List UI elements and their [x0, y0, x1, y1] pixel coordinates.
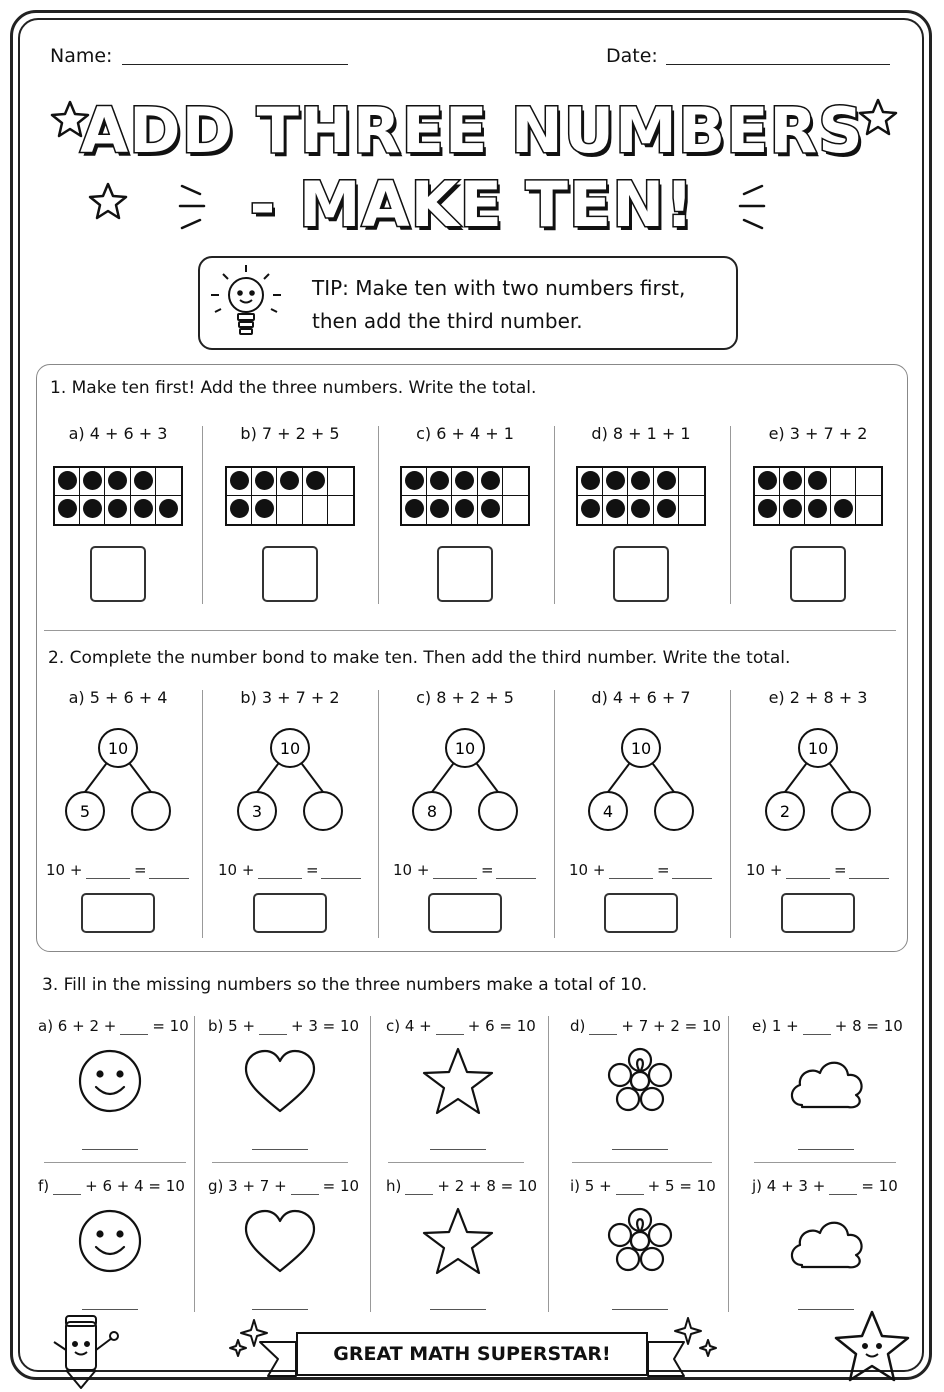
- equation-start: i) 5 +: [570, 1177, 612, 1195]
- ten-frame: [400, 466, 530, 526]
- column-divider: [730, 426, 731, 604]
- equals-sign: =: [657, 861, 670, 879]
- counter-dot: [783, 471, 802, 490]
- equals-sign: =: [306, 861, 319, 879]
- heart-icon: [246, 1211, 314, 1271]
- counter-dot: [280, 471, 299, 490]
- ten-frame-cell: [805, 496, 830, 524]
- ten-frame-cell: [452, 468, 477, 496]
- bond-whole-value: 10: [807, 739, 829, 758]
- ten-frame-cell: [402, 496, 427, 524]
- counter-dot: [606, 471, 625, 490]
- equation-blank[interactable]: [672, 878, 712, 879]
- pencil-mascot-icon: [54, 1316, 118, 1388]
- equation-end: + 8 = 10: [834, 1017, 903, 1035]
- smiley-icon-wrapper: [70, 1045, 150, 1119]
- equation-start: g) 3 + 7 +: [208, 1177, 287, 1195]
- answer-line[interactable]: [430, 1149, 486, 1150]
- problem-label: e) 2 + 8 + 3: [768, 688, 868, 707]
- ten-frame-cell: [755, 468, 780, 496]
- equation-start: h): [386, 1177, 402, 1195]
- star-icon: [52, 102, 88, 136]
- equation-start: d): [570, 1017, 586, 1035]
- ten-frame-cell: [252, 496, 277, 524]
- counter-dot: [430, 471, 449, 490]
- equation-end: = 10: [152, 1017, 189, 1035]
- ten-frame-cell: [105, 496, 130, 524]
- bond-part-value: 4: [602, 802, 614, 821]
- counter-dot: [108, 499, 127, 518]
- date-label: Date:: [606, 45, 658, 67]
- name-label: Name:: [50, 45, 113, 67]
- equation-prefix: 10 +: [569, 861, 606, 879]
- missing-number-blank[interactable]: [589, 1020, 617, 1035]
- fill-equation: [570, 1177, 716, 1195]
- ten-frame-cell: [654, 496, 679, 524]
- counter-dot: [758, 471, 777, 490]
- bond-part-empty-circle[interactable]: [479, 792, 517, 830]
- heart-icon-wrapper: [240, 1045, 320, 1119]
- equation-prefix: 10 +: [746, 861, 783, 879]
- ten-frame-cell: [679, 496, 704, 524]
- equation-blank[interactable]: [86, 878, 130, 879]
- row-divider: [754, 1162, 896, 1163]
- missing-number-blank[interactable]: [53, 1180, 81, 1195]
- problem-label: d) 4 + 6 + 7: [591, 688, 691, 707]
- counter-dot: [808, 471, 827, 490]
- counter-dot: [108, 471, 127, 490]
- bond-whole-value: 10: [454, 739, 476, 758]
- column-divider: [202, 690, 203, 938]
- problem-label: a) 4 + 6 + 3: [68, 424, 168, 443]
- ten-frame-cell: [478, 468, 503, 496]
- equation-blank[interactable]: [433, 878, 477, 879]
- answer-box[interactable]: [781, 893, 855, 933]
- ten-frame-cell: [654, 468, 679, 496]
- sparkle-icon: [700, 1340, 716, 1356]
- star-icon: [424, 1049, 492, 1113]
- counter-dot: [255, 499, 274, 518]
- flower-icon: [609, 1209, 671, 1270]
- ten-frame-cell: [55, 468, 80, 496]
- title-line-1: ADD THREE NUMBERS: [80, 94, 864, 167]
- answer-box[interactable]: [604, 893, 678, 933]
- smiley-icon: [80, 1051, 140, 1111]
- equation-prefix: 10 +: [393, 861, 430, 879]
- row-divider: [572, 1162, 712, 1163]
- counter-dot: [230, 471, 249, 490]
- counter-dot: [834, 499, 853, 518]
- column-divider: [194, 1016, 195, 1312]
- bond-whole-value: 10: [107, 739, 129, 758]
- missing-number-blank[interactable]: [436, 1020, 464, 1035]
- counter-dot: [306, 471, 325, 490]
- equals-sign: =: [134, 861, 147, 879]
- ten-frame-cell: [478, 496, 503, 524]
- ten-frame-cell: [156, 496, 181, 524]
- ten-frame-cell: [131, 468, 156, 496]
- star-icon: [424, 1209, 492, 1273]
- fill-equation: [208, 1017, 359, 1035]
- answer-box[interactable]: [613, 546, 669, 602]
- answer-line[interactable]: [798, 1149, 854, 1150]
- ten-frame-cell: [578, 468, 603, 496]
- answer-line[interactable]: [252, 1149, 308, 1150]
- column-divider: [378, 426, 379, 604]
- problem-label: d) 8 + 1 + 1: [591, 424, 691, 443]
- problem-label: c) 6 + 4 + 1: [416, 424, 514, 443]
- counter-dot: [405, 471, 424, 490]
- equation-end: = 10: [861, 1177, 898, 1195]
- ten-frame-cell: [402, 468, 427, 496]
- fill-equation: [570, 1017, 721, 1035]
- bond-part-empty-circle[interactable]: [304, 792, 342, 830]
- ten-frame-cell: [277, 468, 302, 496]
- column-divider: [370, 1016, 371, 1312]
- ten-frame-cell: [252, 468, 277, 496]
- ten-frame-cell: [328, 496, 353, 524]
- flower-icon-wrapper: [600, 1205, 680, 1279]
- number-bond: [758, 726, 878, 836]
- ten-frame: [753, 466, 883, 526]
- equation-end: + 2 + 8 = 10: [437, 1177, 538, 1195]
- smiley-icon-wrapper: [70, 1205, 150, 1279]
- cloud-icon-wrapper: [786, 1045, 866, 1119]
- ten-frame-cell: [55, 496, 80, 524]
- answer-box[interactable]: [262, 546, 318, 602]
- ten-frame-cell: [303, 496, 328, 524]
- missing-number-blank[interactable]: [291, 1180, 319, 1195]
- star-icon: [860, 100, 896, 134]
- ten-frame-cell: [856, 468, 881, 496]
- counter-dot: [455, 471, 474, 490]
- ten-frame-cell: [628, 496, 653, 524]
- equation-prefix: 10 +: [46, 861, 83, 879]
- sparkle-icon: [675, 1318, 701, 1344]
- section-2-instruction: 2. Complete the number bond to make ten. Then add the third number. Write the total.: [48, 648, 791, 668]
- answer-box[interactable]: [90, 546, 146, 602]
- counter-dot: [134, 471, 153, 490]
- answer-box[interactable]: [428, 893, 502, 933]
- section-1-instruction: 1. Make ten first! Add the three numbers. Write the total.: [50, 378, 537, 398]
- row-divider: [212, 1162, 348, 1163]
- fill-equation: [208, 1177, 359, 1195]
- counter-dot: [58, 499, 77, 518]
- answer-box[interactable]: [253, 893, 327, 933]
- problem-label: c) 8 + 2 + 5: [416, 688, 514, 707]
- cloud-icon: [792, 1223, 862, 1268]
- counter-dot: [606, 499, 625, 518]
- problem-label: a) 5 + 6 + 4: [68, 688, 168, 707]
- bond-part-value: 3: [251, 802, 263, 821]
- equation-blank[interactable]: [609, 878, 653, 879]
- footer-banner: GREAT MATH SUPERSTAR!: [296, 1332, 648, 1376]
- fill-equation: [386, 1177, 537, 1195]
- column-divider: [554, 690, 555, 938]
- ten-frame-cell: [856, 496, 881, 524]
- ten-frame-cell: [805, 468, 830, 496]
- ten-frame: [225, 466, 355, 526]
- star-icon-wrapper: [418, 1205, 498, 1279]
- ten-frame: [53, 466, 183, 526]
- equation-blank[interactable]: [321, 878, 361, 879]
- cloud-icon-wrapper: [786, 1205, 866, 1279]
- answer-box[interactable]: [790, 546, 846, 602]
- bond-part-empty-circle[interactable]: [832, 792, 870, 830]
- ten-frame: [576, 466, 706, 526]
- bond-part-value: 8: [426, 802, 438, 821]
- ten-frame-cell: [755, 496, 780, 524]
- equation-end: + 3 = 10: [291, 1017, 360, 1035]
- fill-equation: [38, 1017, 189, 1035]
- missing-number-blank[interactable]: [829, 1180, 857, 1195]
- number-bond: [58, 726, 178, 836]
- ten-frame-cell: [303, 468, 328, 496]
- row-divider: [388, 1162, 524, 1163]
- equation-blank[interactable]: [149, 878, 189, 879]
- tip-line-1: TIP: Make ten with two numbers first,: [312, 276, 686, 300]
- equation-start: b) 5 +: [208, 1017, 256, 1035]
- counter-dot: [631, 499, 650, 518]
- column-divider: [730, 690, 731, 938]
- equation-start: e) 1 +: [752, 1017, 799, 1035]
- ten-frame-cell: [578, 496, 603, 524]
- counter-dot: [159, 499, 178, 518]
- missing-number-blank[interactable]: [616, 1180, 644, 1195]
- sparkle-icon: [230, 1340, 246, 1356]
- number-bond: [230, 726, 350, 836]
- section-3-instruction: 3. Fill in the missing numbers so the three numbers make a total of 10.: [42, 975, 648, 995]
- column-divider: [728, 1016, 729, 1312]
- ten-frame-cell: [227, 468, 252, 496]
- ten-frame-cell: [427, 496, 452, 524]
- heart-icon-wrapper: [240, 1205, 320, 1279]
- counter-dot: [631, 471, 650, 490]
- column-divider: [548, 1016, 549, 1312]
- equation-start: f): [38, 1177, 50, 1195]
- bond-part-value: 5: [79, 802, 91, 821]
- equation-start: c) 4 +: [386, 1017, 432, 1035]
- ten-frame-cell: [831, 468, 856, 496]
- lightbulb-icon: [205, 262, 287, 348]
- counter-dot: [783, 499, 802, 518]
- star-icon: [90, 184, 126, 218]
- number-bond: [581, 726, 701, 836]
- equation-end: = 10: [322, 1177, 360, 1195]
- equation-prefix: 10 +: [218, 861, 255, 879]
- equals-sign: =: [481, 861, 494, 879]
- ten-frame-cell: [780, 468, 805, 496]
- ten-frame-cell: [80, 496, 105, 524]
- ten-frame-cell: [679, 468, 704, 496]
- equals-sign: =: [834, 861, 847, 879]
- counter-dot: [455, 499, 474, 518]
- flower-icon: [609, 1049, 671, 1110]
- smiley-icon: [80, 1211, 140, 1271]
- equation-start: a) 6 + 2 +: [38, 1017, 117, 1035]
- equation-end: + 5 = 10: [647, 1177, 716, 1195]
- ten-frame-cell: [156, 468, 181, 496]
- ten-frame-cell: [780, 496, 805, 524]
- section-divider: [44, 630, 896, 631]
- ten-frame-cell: [603, 468, 628, 496]
- answer-box[interactable]: [81, 893, 155, 933]
- tip-line-2: then add the third number.: [312, 309, 583, 333]
- counter-dot: [83, 499, 102, 518]
- fill-equation: [752, 1017, 903, 1035]
- bond-whole-value: 10: [279, 739, 301, 758]
- problem-label: e) 3 + 7 + 2: [768, 424, 868, 443]
- heart-icon: [246, 1051, 314, 1111]
- ten-frame-cell: [503, 468, 528, 496]
- column-divider: [378, 690, 379, 938]
- equation-start: j) 4 + 3 +: [752, 1177, 826, 1195]
- answer-line[interactable]: [82, 1149, 138, 1150]
- flower-icon-wrapper: [600, 1045, 680, 1119]
- ten-frame-cell: [277, 496, 302, 524]
- counter-dot: [657, 471, 676, 490]
- column-divider: [554, 426, 555, 604]
- ten-frame-cell: [427, 468, 452, 496]
- equation-blank[interactable]: [258, 878, 302, 879]
- ten-frame-cell: [131, 496, 156, 524]
- counter-dot: [581, 471, 600, 490]
- missing-number-blank[interactable]: [120, 1020, 148, 1035]
- ten-frame-cell: [452, 496, 477, 524]
- ten-frame-cell: [603, 496, 628, 524]
- counter-dot: [230, 499, 249, 518]
- counter-dot: [58, 471, 77, 490]
- missing-number-blank[interactable]: [405, 1180, 433, 1195]
- star-icon-wrapper: [418, 1045, 498, 1119]
- counter-dot: [481, 499, 500, 518]
- answer-line[interactable]: [612, 1149, 668, 1150]
- ten-frame-cell: [503, 496, 528, 524]
- fill-equation: [38, 1177, 185, 1195]
- counter-dot: [134, 499, 153, 518]
- fill-equation: [386, 1017, 536, 1035]
- tip-text: [312, 272, 685, 338]
- problem-label: b) 7 + 2 + 5: [240, 424, 340, 443]
- bond-part-empty-circle[interactable]: [132, 792, 170, 830]
- fill-equation: [752, 1177, 898, 1195]
- problem-label: b) 3 + 7 + 2: [240, 688, 340, 707]
- counter-dot: [481, 471, 500, 490]
- missing-number-blank[interactable]: [803, 1020, 831, 1035]
- equation-blank[interactable]: [786, 878, 830, 879]
- equation-blank[interactable]: [849, 878, 889, 879]
- counter-dot: [83, 471, 102, 490]
- row-divider: [44, 1162, 186, 1163]
- counter-dot: [255, 471, 274, 490]
- ten-frame-cell: [227, 496, 252, 524]
- counter-dot: [430, 499, 449, 518]
- equation-end: + 7 + 2 = 10: [621, 1017, 722, 1035]
- counter-dot: [808, 499, 827, 518]
- counter-dot: [758, 499, 777, 518]
- ten-frame-cell: [628, 468, 653, 496]
- column-divider: [202, 426, 203, 604]
- cloud-icon: [792, 1063, 862, 1108]
- answer-box[interactable]: [437, 546, 493, 602]
- ten-frame-cell: [328, 468, 353, 496]
- counter-dot: [581, 499, 600, 518]
- missing-number-blank[interactable]: [259, 1020, 287, 1035]
- ten-frame-cell: [831, 496, 856, 524]
- bond-whole-value: 10: [630, 739, 652, 758]
- counter-dot: [657, 499, 676, 518]
- title-line-2: - MAKE TEN!: [249, 168, 695, 241]
- bond-part-empty-circle[interactable]: [655, 792, 693, 830]
- ten-frame-cell: [80, 468, 105, 496]
- star-mascot-icon: [836, 1312, 908, 1380]
- ten-frame-cell: [105, 468, 130, 496]
- counter-dot: [405, 499, 424, 518]
- bond-part-value: 2: [779, 802, 791, 821]
- equation-blank[interactable]: [496, 878, 536, 879]
- equation-end: + 6 = 10: [467, 1017, 536, 1035]
- equation-end: + 6 + 4 = 10: [85, 1177, 185, 1195]
- number-bond: [405, 726, 525, 836]
- title-decorations: [0, 0, 944, 260]
